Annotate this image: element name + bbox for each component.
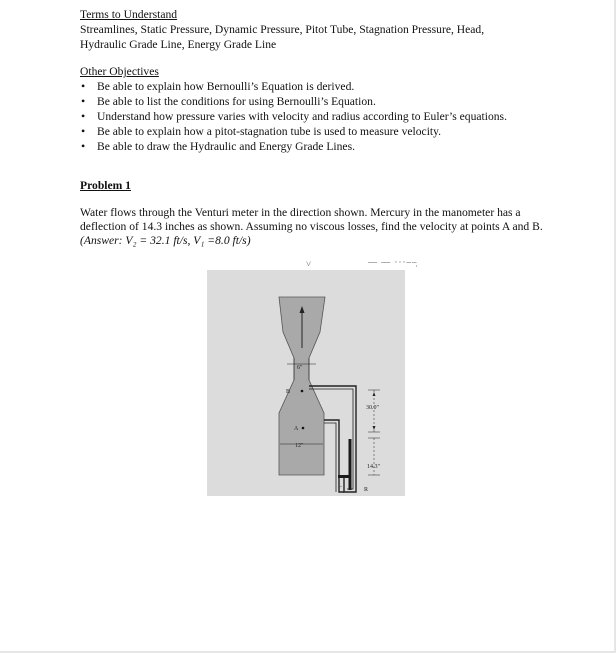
venturi-figure bbox=[207, 270, 405, 496]
point-a-label: A bbox=[294, 426, 299, 432]
deflection-label: 14.3" bbox=[367, 464, 380, 470]
terms-line-2: Hydraulic Grade Line, Energy Grade Line bbox=[80, 38, 277, 51]
point-b-marker bbox=[301, 390, 304, 393]
right-leg-label: R bbox=[364, 487, 369, 493]
point-b-label: B bbox=[286, 389, 291, 395]
terms-line-1: Streamlines, Static Pressure, Dynamic Pressure, Pitot Tube, Stagnation Pressure, Head, bbox=[80, 23, 485, 36]
problem-answer: (Answer: V₂ = 32.1 ft/s, V₁ =8.0 ft/s) bbox=[80, 234, 251, 247]
objectives-section bbox=[80, 64, 560, 154]
problem-statement-text: Water flows through the Venturi meter in the direction shown. Mercury in the manometer has a deflection of 14.3 inches as shown. Assuming no viscous losses, find the velocity at points A and B. bbox=[80, 206, 543, 233]
terms-heading: Terms to Understand bbox=[80, 8, 178, 21]
objective-item: • Be able to list the conditions for using Bernoulli’s Equation. bbox=[80, 94, 560, 109]
objective-item: • Be able to explain how Bernoulli’s Equation is derived. bbox=[80, 79, 560, 94]
objectives-heading: Other Objectives bbox=[80, 65, 159, 78]
throat-label: 6" bbox=[297, 365, 303, 371]
terms-section bbox=[80, 7, 560, 52]
venturi-diagram bbox=[207, 270, 405, 496]
problem-title: Problem 1 bbox=[80, 179, 131, 192]
inlet-label: 12" bbox=[295, 443, 304, 449]
height-label: 30.0" bbox=[366, 405, 379, 411]
left-leg-label: L bbox=[338, 483, 342, 489]
objective-item: • Understand how pressure varies with velocity and radius according to Euler’s equations. bbox=[80, 109, 560, 124]
objective-item: • Be able to explain how a pitot-stagnation tube is used to measure velocity. bbox=[80, 124, 560, 139]
objectives-list bbox=[80, 79, 560, 154]
mercury-column bbox=[349, 439, 352, 490]
problem-section bbox=[80, 178, 560, 193]
mercury-bottom bbox=[338, 475, 350, 478]
objective-item: • Be able to draw the Hydraulic and Energy Grade Lines. bbox=[80, 139, 560, 154]
stray-mark-right: — — ···‒‒̣ bbox=[368, 257, 418, 267]
stray-mark-left: ˅ bbox=[306, 259, 313, 269]
problem-statement bbox=[80, 206, 560, 248]
point-a-marker bbox=[302, 427, 305, 430]
